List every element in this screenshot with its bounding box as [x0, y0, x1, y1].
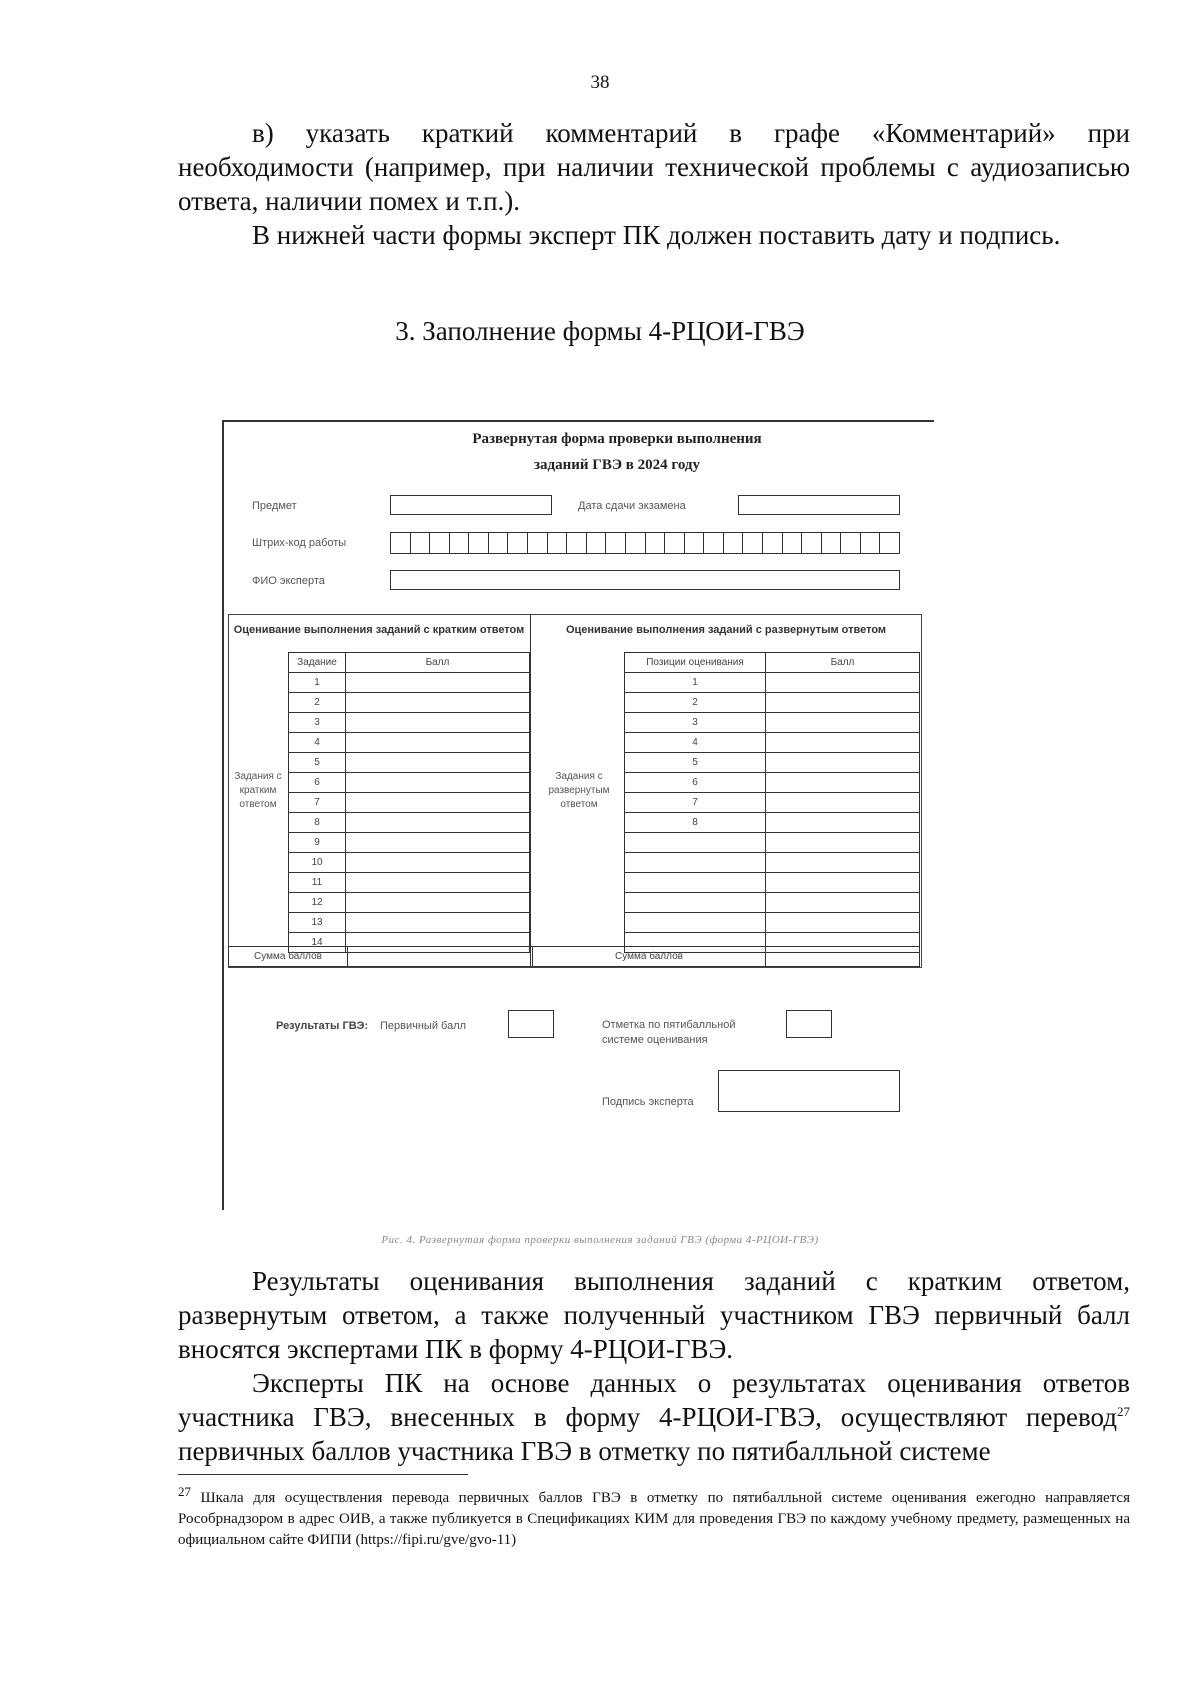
long-sum-field[interactable]: [766, 947, 920, 967]
long-task-row: [625, 693, 920, 713]
footnote-text: Шкала для осуществления перевода первичных баллов ГВЭ в отметку по пятибалльной системе оценивания ежегодно направляется Рособрнадзором в адрес ОИВ, а также публикуется в Спецификациях КИМ для проведения ГВЭ по каждому учебному предмету, размещенных на официальном сайте ФИПИ (https://fipi.ru/gve/gvo-11): [178, 1490, 1130, 1548]
short-task-score-field[interactable]: [346, 753, 530, 773]
short-task-row: [289, 693, 530, 713]
frame-top-line: [222, 420, 934, 422]
short-task-row: [289, 873, 530, 893]
short-task-score-field[interactable]: [346, 913, 530, 933]
scores-divider: [530, 614, 531, 966]
long-task-row: [625, 733, 920, 753]
primary-score-field[interactable]: [508, 1010, 554, 1038]
long-task-criterion: [625, 833, 766, 853]
long-task-score-field[interactable]: [766, 853, 920, 873]
footnote: [178, 1484, 1130, 1551]
long-task-score-field[interactable]: [766, 713, 920, 733]
long-task-score-field[interactable]: [766, 873, 920, 893]
long-answer-header: Оценивание выполнения заданий с развернутым ответом: [565, 624, 887, 636]
long-col-score-header: Балл: [766, 653, 920, 673]
footnote-mark: 27: [178, 1484, 191, 1499]
long-task-criterion: 2: [625, 693, 766, 713]
form-title: [222, 426, 1012, 478]
short-task-score-field[interactable]: [346, 673, 530, 693]
short-task-score-field[interactable]: [346, 833, 530, 853]
barcode-field[interactable]: [390, 532, 900, 554]
long-task-criterion: 4: [625, 733, 766, 753]
short-task-score-field[interactable]: [346, 793, 530, 813]
long-task-row: [625, 753, 920, 773]
form-figure: [222, 420, 1012, 1210]
short-task-score-field[interactable]: [346, 713, 530, 733]
short-task-number: 3: [289, 713, 346, 733]
sum-row: [228, 946, 920, 967]
five-point-label: Отметка по пятибалльной системе оценивания: [602, 1019, 736, 1046]
long-task-score-field[interactable]: [766, 813, 920, 833]
short-task-score-field[interactable]: [346, 813, 530, 833]
expert-name-label: ФИО эксперта: [252, 575, 325, 587]
long-task-score-field[interactable]: [766, 913, 920, 933]
frame-left-line: [222, 420, 224, 1210]
body-paragraph-4-start: Эксперты ПК на основе данных о результатах оценивания ответов участника ГВЭ, внесенных в форму 4-РЦОИ-ГВЭ, осуществляют перевод: [178, 1368, 1130, 1432]
short-task-row: [289, 713, 530, 733]
long-answer-table: [624, 652, 920, 953]
short-task-number: 11: [289, 873, 346, 893]
short-task-row: [289, 673, 530, 693]
signature-field[interactable]: [718, 1070, 900, 1112]
long-task-score-field[interactable]: [766, 833, 920, 853]
long-task-row: [625, 913, 920, 933]
short-group-label: Задания с кратким ответом: [234, 771, 282, 810]
page-number: 38: [590, 72, 610, 93]
long-task-criterion: 5: [625, 753, 766, 773]
short-task-score-field[interactable]: [346, 853, 530, 873]
form-title-line-1: Развернутая форма проверки выполнения: [472, 431, 762, 447]
section-heading: 3. Заполнение формы 4-РЦОИ-ГВЭ: [395, 316, 805, 346]
long-task-criterion: [625, 853, 766, 873]
short-task-row: [289, 913, 530, 933]
long-task-criterion: 3: [625, 713, 766, 733]
intro-paragraph-2: В нижней части формы эксперт ПК должен поставить дату и подпись.: [252, 220, 1061, 250]
short-task-row: [289, 753, 530, 773]
long-task-criterion: 6: [625, 773, 766, 793]
long-group-label: Задания с развернутым ответом: [548, 771, 610, 810]
long-task-row: [625, 873, 920, 893]
long-task-criterion: [625, 913, 766, 933]
long-task-row: [625, 713, 920, 733]
long-task-score-field[interactable]: [766, 673, 920, 693]
long-task-row: [625, 833, 920, 853]
long-task-row: [625, 793, 920, 813]
short-task-number: 6: [289, 773, 346, 793]
short-task-score-field[interactable]: [346, 733, 530, 753]
short-task-number: 9: [289, 833, 346, 853]
long-table-header-row: [625, 653, 920, 673]
short-task-number: 13: [289, 913, 346, 933]
signature-label: Подпись эксперта: [602, 1096, 694, 1108]
exam-date-field[interactable]: [738, 495, 900, 515]
long-task-criterion: 8: [625, 813, 766, 833]
short-task-score-field[interactable]: [346, 693, 530, 713]
exam-date-label: Дата сдачи экзамена: [578, 500, 686, 512]
short-task-row: [289, 853, 530, 873]
short-task-row: [289, 813, 530, 833]
primary-score-label: Первичный балл: [380, 1020, 467, 1032]
long-task-score-field[interactable]: [766, 793, 920, 813]
short-table-header-row: [289, 653, 530, 673]
long-task-criterion: 7: [625, 793, 766, 813]
barcode-label: Штрих-код работы: [252, 537, 347, 549]
subject-label: Предмет: [252, 500, 297, 512]
short-col-task-header: Задание: [289, 653, 346, 673]
short-task-row: [289, 773, 530, 793]
short-task-number: 10: [289, 853, 346, 873]
short-answer-table: [288, 652, 530, 953]
short-task-score-field[interactable]: [346, 873, 530, 893]
subject-field[interactable]: [390, 495, 552, 515]
five-point-field[interactable]: [786, 1010, 832, 1038]
body-paragraph-4: [178, 1366, 1130, 1468]
short-task-row: [289, 793, 530, 813]
intro-paragraph-1: в) указать краткий комментарий в графе «Комментарий» при необходимости (например, при наличии технической проблемы с аудиозаписью ответа, наличии помех и т.п.).: [178, 118, 1130, 216]
short-task-score-field[interactable]: [346, 893, 530, 913]
long-task-row: [625, 813, 920, 833]
short-task-score-field[interactable]: [346, 773, 530, 793]
long-task-score-field[interactable]: [766, 733, 920, 753]
short-task-number: 5: [289, 753, 346, 773]
short-task-row: [289, 893, 530, 913]
form-title-line-2: заданий ГВЭ в 2024 году: [534, 457, 700, 473]
footnote-reference[interactable]: 27: [1117, 1404, 1130, 1419]
body-paragraph-3: Результаты оценивания выполнения заданий с кратким ответом, развернутым ответом, а также полученный участником ГВЭ первичный балл вносятся экспертами ПК в форму 4-РЦОИ-ГВЭ.: [178, 1266, 1130, 1364]
expert-name-field[interactable]: [390, 570, 900, 590]
short-task-row: [289, 733, 530, 753]
long-task-row: [625, 853, 920, 873]
long-task-criterion: 1: [625, 673, 766, 693]
intro-text: [178, 116, 1130, 252]
long-sum-label: Сумма баллов: [533, 947, 766, 967]
long-task-criterion: [625, 893, 766, 913]
short-sum-field[interactable]: [348, 947, 533, 967]
long-col-criterion-header: Позиции оценивания: [625, 653, 766, 673]
body-text: [178, 1264, 1130, 1468]
body-paragraph-4-end: первичных баллов участника ГВЭ в отметку по пятибалльной системе: [178, 1436, 991, 1466]
figure-caption: Рис. 4. Развернутая форма проверки выполнения заданий ГВЭ (форма 4-РЦОИ-ГВЭ): [381, 1234, 819, 1246]
short-sum-label: Сумма баллов: [229, 947, 348, 967]
long-task-score-field[interactable]: [766, 693, 920, 713]
short-task-number: 8: [289, 813, 346, 833]
short-col-score-header: Балл: [346, 653, 530, 673]
short-task-number: 12: [289, 893, 346, 913]
long-task-row: [625, 773, 920, 793]
short-task-number: 4: [289, 733, 346, 753]
footnote-divider: [178, 1474, 468, 1475]
short-task-row: [289, 833, 530, 853]
short-answer-header: Оценивание выполнения заданий с кратким ответом: [233, 624, 525, 636]
short-task-number: 14: [289, 933, 346, 953]
short-task-number: 1: [289, 673, 346, 693]
long-task-row: [625, 673, 920, 693]
results-label: Результаты ГВЭ:: [276, 1020, 369, 1032]
long-task-score-field[interactable]: [766, 753, 920, 773]
long-task-criterion: [625, 873, 766, 893]
long-task-row: [625, 893, 920, 913]
short-task-number: 2: [289, 693, 346, 713]
long-task-score-field[interactable]: [766, 773, 920, 793]
long-task-score-field[interactable]: [766, 893, 920, 913]
short-task-number: 7: [289, 793, 346, 813]
